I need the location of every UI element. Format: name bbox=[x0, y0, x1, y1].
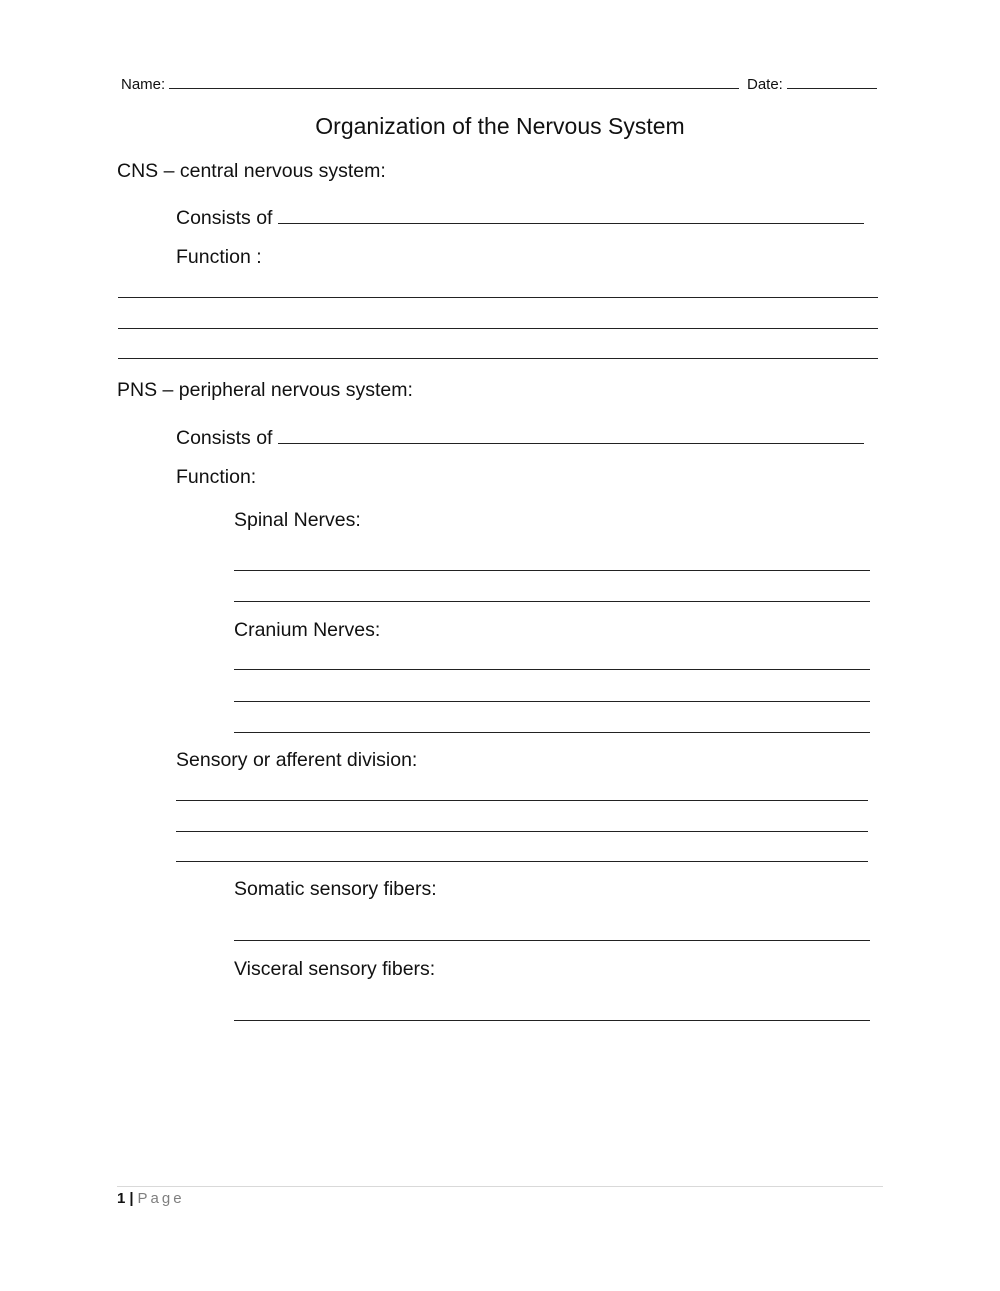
footer-divider bbox=[117, 1186, 883, 1187]
cns-consists-label: Consists of bbox=[176, 207, 273, 229]
cns-function-line[interactable] bbox=[118, 297, 878, 298]
pns-consists-field[interactable] bbox=[278, 423, 864, 444]
pns-function-label: Function: bbox=[176, 466, 257, 488]
cns-function-line[interactable] bbox=[118, 328, 878, 329]
name-row bbox=[121, 74, 739, 93]
somatic-fibers-line[interactable] bbox=[234, 940, 870, 941]
sensory-division-label: Sensory or afferent division: bbox=[176, 749, 418, 771]
cns-heading: CNS – central nervous system: bbox=[117, 160, 386, 182]
footer-separator: | bbox=[129, 1190, 134, 1207]
visceral-fibers-line[interactable] bbox=[234, 1020, 870, 1021]
name-field[interactable] bbox=[169, 74, 739, 89]
date-label: Date: bbox=[747, 76, 783, 93]
sensory-division-line[interactable] bbox=[176, 831, 868, 832]
page-word: Page bbox=[137, 1190, 185, 1207]
cranium-nerves-line[interactable] bbox=[234, 701, 870, 702]
pns-heading: PNS – peripheral nervous system: bbox=[117, 379, 413, 401]
name-label: Name: bbox=[121, 76, 166, 93]
sensory-division-line[interactable] bbox=[176, 861, 868, 862]
cranium-nerves-label: Cranium Nerves: bbox=[234, 619, 381, 641]
pns-consists-label: Consists of bbox=[176, 427, 273, 449]
cns-consists-row bbox=[176, 203, 864, 230]
page-title: Organization of the Nervous System bbox=[315, 113, 685, 139]
date-field[interactable] bbox=[787, 74, 877, 89]
page-number: 1 bbox=[117, 1190, 126, 1207]
cns-function-line[interactable] bbox=[118, 358, 878, 359]
spinal-nerves-line[interactable] bbox=[234, 570, 870, 571]
pns-consists-row bbox=[176, 423, 864, 450]
spinal-nerves-line[interactable] bbox=[234, 601, 870, 602]
sensory-division-line[interactable] bbox=[176, 800, 868, 801]
cns-function-label: Function : bbox=[176, 246, 262, 268]
somatic-fibers-label: Somatic sensory fibers: bbox=[234, 878, 437, 900]
date-row bbox=[747, 74, 877, 93]
cns-consists-field[interactable] bbox=[278, 203, 864, 224]
spinal-nerves-label: Spinal Nerves: bbox=[234, 509, 361, 531]
cranium-nerves-line[interactable] bbox=[234, 669, 870, 670]
cranium-nerves-line[interactable] bbox=[234, 732, 870, 733]
visceral-fibers-label: Visceral sensory fibers: bbox=[234, 958, 436, 980]
page-footer bbox=[117, 1190, 185, 1207]
